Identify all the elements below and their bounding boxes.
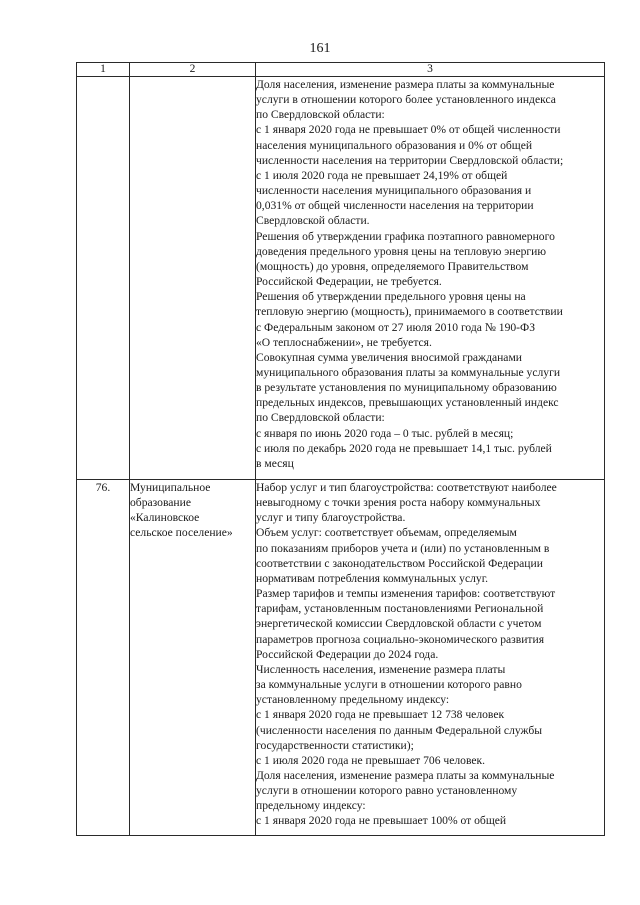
text-line: Решения об утверждении графика поэтапного равномерного xyxy=(256,229,555,243)
text-line: муниципального образования платы за коммунальные услуги xyxy=(256,365,561,379)
text-line: по Свердловской области: xyxy=(256,411,385,425)
text-line: с 1 января 2020 года не превышает 100% от общей xyxy=(256,814,507,828)
text-line: «Калиновское xyxy=(130,511,200,525)
municipality-cell xyxy=(130,77,256,480)
text-line: Численность населения, изменение размера платы xyxy=(256,662,506,676)
text-line: Решения об утверждении предельного уровня цены на xyxy=(256,290,526,304)
text-line: Набор услуг и тип благоустройства: соответствуют наиболее xyxy=(256,481,557,494)
municipality-name xyxy=(130,480,255,540)
text-line: с 1 июля 2020 года не превышает 24,19% от общей xyxy=(256,168,508,182)
content-cell xyxy=(256,77,605,480)
text-line: нормативам потребления коммунальных услуг. xyxy=(256,571,489,585)
text-line: по Свердловской области: xyxy=(256,108,385,122)
text-line: установленному предельному индексу: xyxy=(256,693,450,707)
text-line: доведения предельного уровня цены на тепловую энергию xyxy=(256,244,547,258)
text-line: с 1 июля 2020 года не превышает 706 человек. xyxy=(256,753,486,767)
page-number: 161 xyxy=(309,41,331,56)
text-line: сельское поселение» xyxy=(130,526,233,540)
text-line: Размер тарифов и темпы изменения тарифов: соответствуют xyxy=(256,587,556,601)
text-line: 0,031% от общей численности населения на территории xyxy=(256,199,534,213)
text-line: Доля населения, изменение размера платы за коммунальные xyxy=(256,768,555,782)
text-line: Российской Федерации, не требуется. xyxy=(256,275,442,289)
text-line: численности населения на территории Свердловской области; xyxy=(256,153,564,167)
tariff-table xyxy=(76,62,605,836)
text-line: тепловую энергию (мощность), принимаемого в соответствии xyxy=(256,305,563,319)
row-number-cell: 76. xyxy=(77,480,130,836)
text-line: Доля населения, изменение размера платы за коммунальные xyxy=(256,78,555,91)
text-line: образование xyxy=(130,496,191,510)
text-line: соответствии с законодательством Российской Федерации xyxy=(256,556,543,570)
text-line: с Федеральным законом от 27 июля 2010 года № 190-ФЗ xyxy=(256,320,536,334)
text-line: предельному индексу: xyxy=(256,799,366,813)
text-line: услуги в отношении которого более установленного индекса xyxy=(256,93,556,107)
text-line: услуг и типу благоустройства. xyxy=(256,511,406,525)
text-line: (численности населения по данным Федеральной службы xyxy=(256,723,543,737)
text-line: численности населения муниципального образования и xyxy=(256,184,532,198)
text-line: Объем услуг: соответствует объемам, определяемым xyxy=(256,526,517,540)
column-header-1: 1 xyxy=(77,63,130,77)
text-line: тарифам, установленным постановлениями Региональной xyxy=(256,602,544,616)
text-line: невыгодному с точки зрения роста набору коммунальных xyxy=(256,496,541,510)
text-line: параметров прогноза социально-экономического развития xyxy=(256,632,545,646)
text-line: государственности статистики); xyxy=(256,738,414,752)
table-header-row xyxy=(77,63,605,77)
text-line: с 1 января 2020 года не превышает 12 738 человек xyxy=(256,708,505,722)
text-line: Свердловской области. xyxy=(256,214,370,228)
text-line: Муниципальное xyxy=(130,481,211,494)
row-number-cell xyxy=(77,77,130,480)
column-header-2: 2 xyxy=(130,63,256,77)
text-line: энергетической комиссии Свердловской области с учетом xyxy=(256,617,542,631)
text-line: предельных индексов, превышающих установленный индекс xyxy=(256,396,559,410)
text-line: с июля по декабрь 2020 года не превышает 14,1 тыс. рублей xyxy=(256,441,552,455)
content-paragraph xyxy=(256,480,604,829)
municipality-cell xyxy=(130,480,256,836)
text-line: в результате установления по муниципальному образованию xyxy=(256,381,557,395)
column-header-3: 3 xyxy=(256,63,605,77)
content-paragraph xyxy=(256,77,604,471)
text-line: населения муниципального образования и 0% от общей xyxy=(256,138,533,152)
table-row xyxy=(77,480,605,836)
text-line: услуги в отношении которого равно установленному xyxy=(256,784,518,798)
text-line: Российской Федерации до 2024 года. xyxy=(256,647,439,661)
text-line: с 1 января 2020 года не превышает 0% от общей численности xyxy=(256,123,561,137)
text-line: Совокупная сумма увеличения вносимой гражданами xyxy=(256,350,522,364)
text-line: за коммунальные услуги в отношении которого равно xyxy=(256,678,522,692)
content-cell xyxy=(256,480,605,836)
table-row xyxy=(77,77,605,480)
text-line: в месяц xyxy=(256,456,294,470)
text-line: (мощность) до уровня, определяемого Правительством xyxy=(256,259,529,273)
text-line: по показаниям приборов учета и (или) по установленным в xyxy=(256,541,550,555)
text-line: «О теплоснабжении», не требуется. xyxy=(256,335,432,349)
text-line: с января по июнь 2020 года – 0 тыс. рублей в месяц; xyxy=(256,426,514,440)
